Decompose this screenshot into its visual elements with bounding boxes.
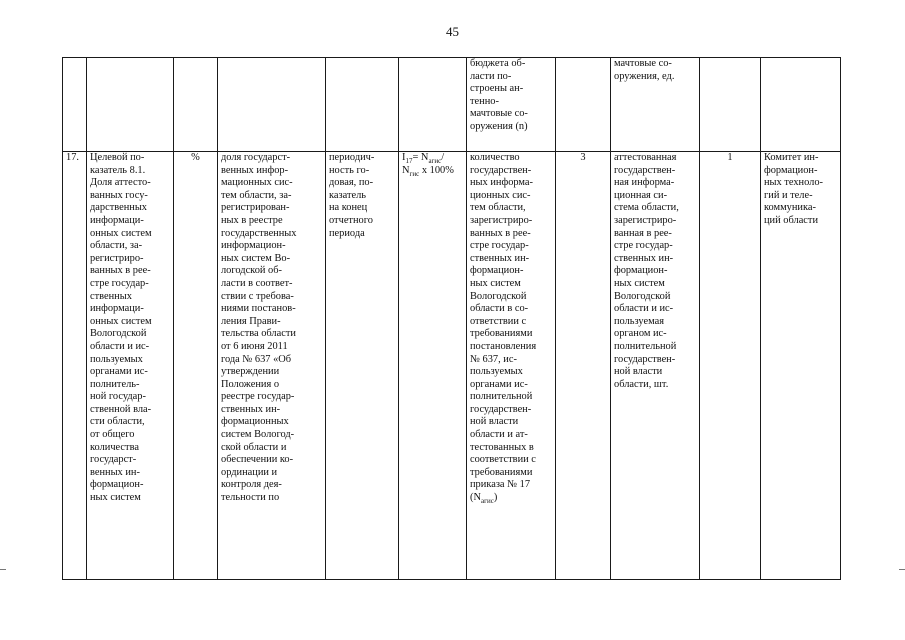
cell-name [87,58,174,152]
unit-text: % [191,152,200,163]
basic-indicator-text: количество государствен- ных информа- ционных сис- тем области, зарегистриро- ванных в рее- стре государ- ственных ин- формацион- ных систем Вологодской области в со- ответствии с требованиями постановления № 637, ис- пользуемых органами ис- полнительной государствен- ной власти области и ат- тестованных в соответствии с требованиями приказа № 17 [470,152,537,491]
calculation-formula [399,152,467,580]
cell-definition [218,58,326,152]
indicator-name [87,152,174,580]
table-row-17 [63,152,841,580]
unit-of-measure [174,152,218,580]
cell-formula [399,58,467,152]
cell-basic-indicator [467,58,556,152]
object-code [700,152,761,580]
responsible-body-text: Комитет ин- формацион- ных техноло- гий и теле- коммуника- ций области [764,152,824,226]
basic-indicator [467,152,556,580]
formula-line-2: $N_{гис}$ x 100% [402,164,454,178]
table-row-continuation [63,58,841,152]
indicator-definition [218,152,326,580]
definition-text: доля государст- венных инфор- мационных сис- тем области, за- регистрирован- ных в реестре государственных информацион- ных систем Во- логодской об- ласти в соответ- ствии с требова- ниями постанов- ления Прави- тельства области от 6 июня 2011 года № 637 «Об утверждении Положения о реестре государ- ственных ин- формационных систем Вологод- ской области и обеспечении ко- ординации и контроля дея- тельности по [221,152,297,504]
formula-line-1: $I_{17}= N_{агис}/$ [402,152,445,166]
cell-object-code [700,58,761,152]
basic-indicator-continued-text: бюджета об- ласти по- строены ан- тенно- мачтовые со- оружения (n) [470,58,528,132]
periodicity-text: периодич- ность го- довая, по- казатель на конец отчетного периода [329,152,375,239]
cell-number [63,58,87,152]
object-code-text: 1 [727,152,733,163]
indicator-table [62,57,841,580]
cell-object [611,58,700,152]
cell-periodicity [326,58,399,152]
cell-method-code [556,58,611,152]
right-margin-mark [899,569,905,570]
observation-object [611,152,700,580]
observation-object-text: аттестованная государствен- ная информа- ционная си- стема области, зарегистриро- ванная в рее- стре государ- ственных ин- формацион- ных систем Вологодской области и ис- пользуемая органом ис- полнительной государствен- ной власти области, шт. [614,152,679,390]
left-margin-mark [0,569,6,570]
cell-unit [174,58,218,152]
page-number: 45 [446,24,459,39]
cell-responsible [761,58,841,152]
row-number [63,152,87,580]
method-code-text: 3 [580,152,586,163]
responsible-body [761,152,841,580]
object-continued-text: мачтовые со- оружения, ед. [614,58,675,82]
indicator-name-text: Целевой по- казатель 8.1. Доля аттесто- ванных госу- дарственных информаци- онных систем области, за- регистриро- ванных в рее- стре государ- ственных информаци- онных систем Вологодской области и ис- пользуемых органами ис- полнитель- ной государ- ственной вла- сти области, от общего количества государст- венных ин- формацион- ных систем [90,152,152,504]
basic-indicator-symbol: $(N_{агис})$ [470,492,498,506]
indicator-periodicity [326,152,399,580]
method-code [556,152,611,580]
row-number-text: 17. [66,152,79,163]
